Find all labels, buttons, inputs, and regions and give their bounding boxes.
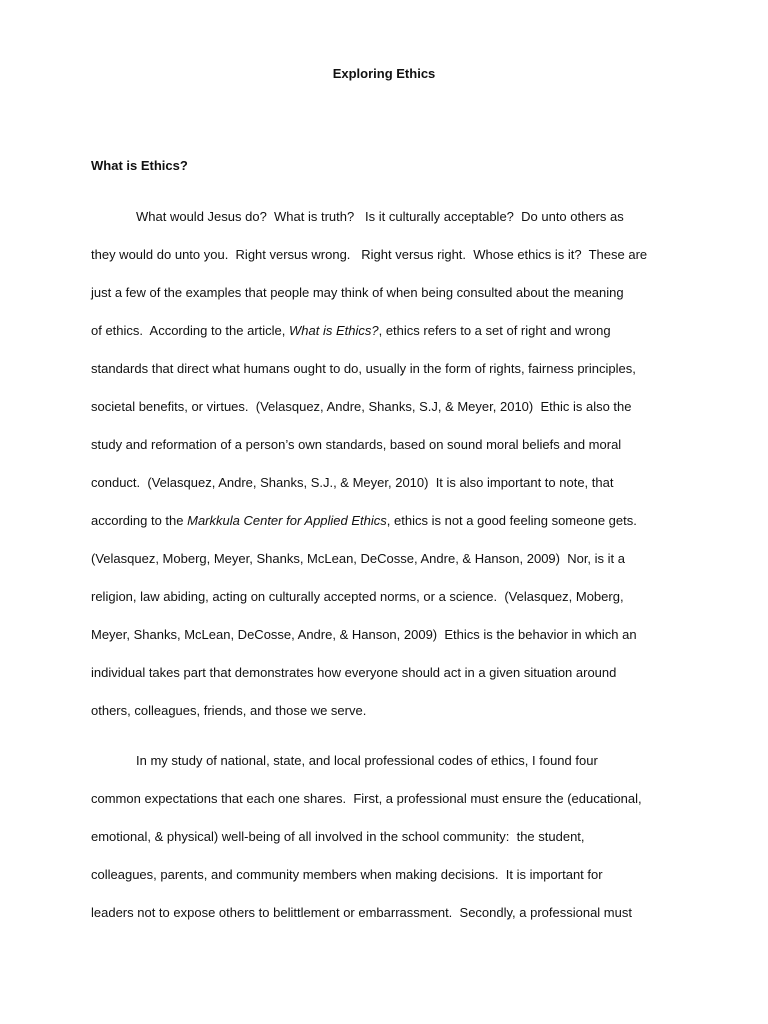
text-segment: others, colleagues, friends, and those we serve. — [91, 703, 367, 718]
text-line — [91, 701, 691, 721]
text-segment: according to the — [91, 513, 188, 528]
text-segment: colleagues, parents, and community members when making decisions. It is important for — [91, 867, 603, 882]
text-line — [91, 359, 691, 379]
italic-title: Markkula Center for Applied Ethics — [187, 513, 387, 528]
text-line — [91, 663, 691, 683]
italic-title: What is Ethics? — [289, 323, 379, 338]
section-heading: What is Ethics? — [91, 158, 188, 173]
text-segment: conduct. (Velasquez, Andre, Shanks, S.J., & Meyer, 2010) It is also important to note, that — [91, 475, 614, 490]
text-segment: they would do unto you. Right versus wrong. Right versus right. Whose ethics is it? These are — [91, 247, 648, 262]
text-segment: In my study of national, state, and local professional codes of ethics, I found four — [136, 753, 598, 768]
text-segment: standards that direct what humans ought to do, usually in the form of rights, fairness principles, — [91, 361, 636, 376]
text-line — [91, 903, 691, 923]
text-segment: What would Jesus do? What is truth? Is it culturally acceptable? Do unto others as — [136, 209, 624, 224]
text-segment: societal benefits, or virtues. (Velasquez, Andre, Shanks, S.J, & Meyer, 2010) Ethic is also the — [91, 399, 632, 414]
text-line — [91, 549, 691, 569]
text-line — [91, 625, 691, 645]
text-line — [91, 587, 691, 607]
text-line — [91, 321, 691, 341]
text-line — [91, 435, 691, 455]
text-segment: individual takes part that demonstrates how everyone should act in a given situation around — [91, 665, 617, 680]
text-line — [91, 511, 691, 531]
text-segment: emotional, & physical) well-being of all involved in the school community: the student, — [91, 829, 585, 844]
text-segment: of ethics. According to the article, — [91, 323, 289, 338]
text-line — [91, 245, 691, 265]
text-segment: study and reformation of a person’s own standards, based on sound moral beliefs and moral — [91, 437, 622, 452]
text-segment: common expectations that each one shares. First, a professional must ensure the (educational, — [91, 791, 642, 806]
text-line — [91, 865, 691, 885]
text-line — [136, 751, 736, 771]
text-line — [91, 283, 691, 303]
document-title: Exploring Ethics — [332, 66, 436, 81]
text-segment: religion, law abiding, acting on culturally accepted norms, or a science. (Velasquez, Moberg, — [91, 589, 624, 604]
text-line — [91, 789, 691, 809]
text-segment: (Velasquez, Moberg, Meyer, Shanks, McLean, DeCosse, Andre, & Hanson, 2009) Nor, is it a — [91, 551, 625, 566]
text-segment: , ethics refers to a set of right and wrong — [378, 323, 611, 338]
text-segment: leaders not to expose others to belittlement or embarrassment. Secondly, a professional must — [91, 905, 632, 920]
text-line — [91, 397, 691, 417]
text-line — [91, 473, 691, 493]
text-segment: just a few of the examples that people may think of when being consulted about the meaning — [91, 285, 624, 300]
text-line — [91, 827, 691, 847]
text-line — [136, 207, 736, 227]
text-segment: , ethics is not a good feeling someone gets. — [386, 513, 637, 528]
text-segment: Meyer, Shanks, McLean, DeCosse, Andre, & Hanson, 2009) Ethics is the behavior in which an — [91, 627, 637, 642]
